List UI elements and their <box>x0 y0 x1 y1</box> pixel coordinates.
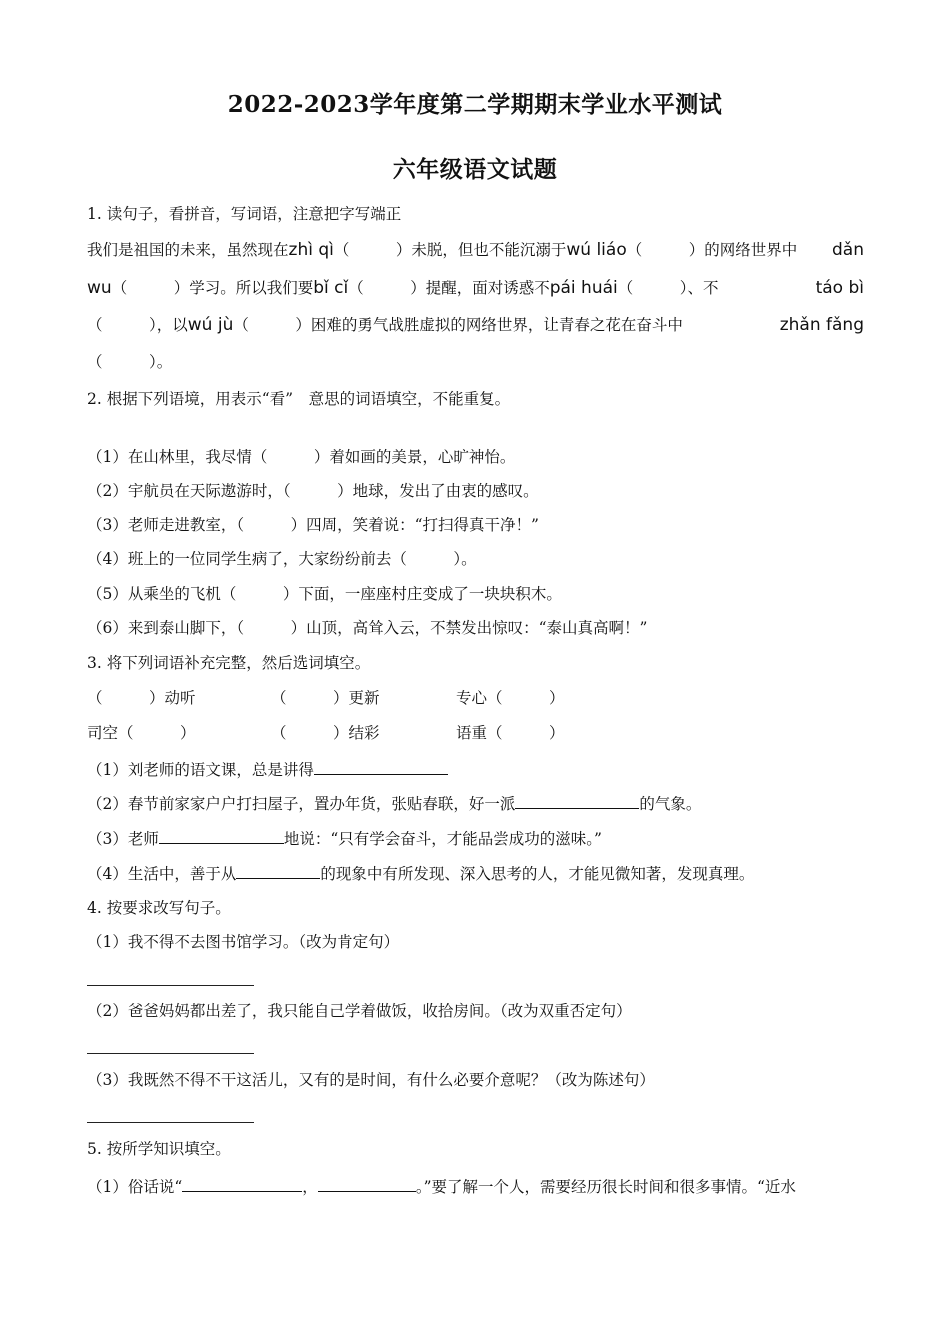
q1-line-4: （ ）。 <box>87 353 173 371</box>
q2-item: （2）宇航员在天际遨游时，（ ）地球，发出了由衷的感叹。 <box>87 482 539 500</box>
answer-blank[interactable] <box>182 1175 302 1192</box>
q1-line-3 <box>87 315 864 335</box>
q5-text: （1）俗话说“ <box>87 1178 183 1196</box>
exam-subtitle: 六年级语文试题 <box>392 156 558 183</box>
q2-item: （6）来到泰山脚下，（ ）山顶，高耸入云，不禁发出惊叹：“泰山真高啊！” <box>87 619 648 637</box>
pinyin: bǐ cǐ <box>313 278 349 298</box>
answer-line[interactable] <box>87 1122 254 1123</box>
q2-item: （3）老师走进教室，（ ）四周，笑着说：“打扫得真干净！” <box>87 516 539 534</box>
q2-heading: 2. 根据下列语境，用表示“看” 意思的词语填空，不能重复。 <box>87 390 511 408</box>
q4-item: （1）我不得不去图书馆学习。（改为肯定句） <box>87 933 400 951</box>
q3-word: 语重（ ） <box>456 724 565 742</box>
q1-text: 我们是祖国的未来，虽然现在 <box>87 241 289 259</box>
pinyin: wú liáo <box>566 240 627 260</box>
q3-word: 专心（ ） <box>456 689 565 707</box>
q5-text: 。”要了解一个人，需要经历很长时间和很多事情。“近水 <box>415 1178 796 1196</box>
q3-text: 的气象。 <box>639 795 702 813</box>
q1-text: （ ）困难的勇气战胜虚拟的网络世界，让青春之花在奋斗中 <box>233 316 683 334</box>
q2-item: （5）从乘坐的飞机（ ）下面，一座座村庄变成了一块块积木。 <box>87 585 562 603</box>
q3-word: （ ）结彩 <box>271 724 380 742</box>
q4-item: （3）我既然不得不干这活儿，又有的是时间，有什么必要介意呢？（改为陈述句） <box>87 1071 655 1089</box>
q3-word: （ ）动听 <box>87 689 196 707</box>
pinyin: zhǎn fǎng <box>779 315 864 335</box>
q1-text: （ ）的网络世界中 <box>626 241 798 259</box>
q1-text: （ ），以 <box>87 316 188 334</box>
q3-text: （4）生活中，善于从 <box>87 865 237 883</box>
pinyin: wú jù <box>187 315 234 335</box>
pinyin: zhì qì <box>288 240 334 260</box>
q3-text: （2）春节前家家户户打扫屋子，置办年货，张贴春联，好一派 <box>87 795 516 813</box>
q5-text: ， <box>302 1178 318 1196</box>
q3-text: （1）刘老师的语文课，总是讲得 <box>87 761 314 779</box>
q3-sentence-2 <box>87 792 701 814</box>
answer-blank[interactable] <box>159 827 284 844</box>
q1-heading: 1. 读句子，看拼音，写词语，注意把字写端正 <box>87 205 402 223</box>
answer-line[interactable] <box>87 985 254 986</box>
pinyin: dǎn <box>832 240 864 260</box>
q3-heading: 3. 将下列词语补充完整，然后选词填空。 <box>87 654 371 672</box>
q3-text: （3）老师 <box>87 830 159 848</box>
exam-title: 2022-2023学年度第二学期期末学业水平测试 <box>227 91 723 118</box>
q3-text: 的现象中有所发现、深入思考的人，才能见微知著，发现真理。 <box>320 865 755 883</box>
q4-item: （2）爸爸妈妈都出差了，我只能自己学着做饭，收拾房间。（改为双重否定句） <box>87 1002 632 1020</box>
answer-line[interactable] <box>87 1053 254 1054</box>
q1-text: （ ）提醒，面对诱惑不 <box>348 279 550 297</box>
pinyin: táo bì <box>815 278 864 298</box>
q3-text: 地说：“只有学会奋斗，才能品尝成功的滋味。” <box>283 830 602 848</box>
q1-line-1 <box>87 240 864 260</box>
q5-sentence-1 <box>87 1175 796 1197</box>
answer-blank[interactable] <box>318 1175 416 1192</box>
q4-heading: 4. 按要求改写句子。 <box>87 899 231 917</box>
q1-text: （ ）未脱，但也不能沉溺于 <box>333 241 567 259</box>
pinyin: pái huái <box>549 278 618 298</box>
q5-heading: 5. 按所学知识填空。 <box>87 1140 231 1158</box>
answer-blank[interactable] <box>314 758 448 775</box>
q3-sentence-4 <box>87 862 754 884</box>
answer-blank[interactable] <box>236 862 320 879</box>
q2-item: （1）在山林里，我尽情（ ）着如画的美景，心旷神怡。 <box>87 448 516 466</box>
q1-line-2 <box>87 278 864 298</box>
pinyin: wu <box>87 278 112 298</box>
q3-sentence-3 <box>87 827 602 849</box>
q3-sentence-1 <box>87 758 448 780</box>
q3-word: 司空（ ） <box>87 724 196 742</box>
answer-blank[interactable] <box>515 792 639 809</box>
q3-word: （ ）更新 <box>271 689 380 707</box>
q2-item: （4）班上的一位同学生病了，大家纷纷前去（ ）。 <box>87 550 477 568</box>
q1-text: （ ）、不 <box>617 279 719 297</box>
q1-text: （ ）学习。所以我们要 <box>111 279 314 297</box>
